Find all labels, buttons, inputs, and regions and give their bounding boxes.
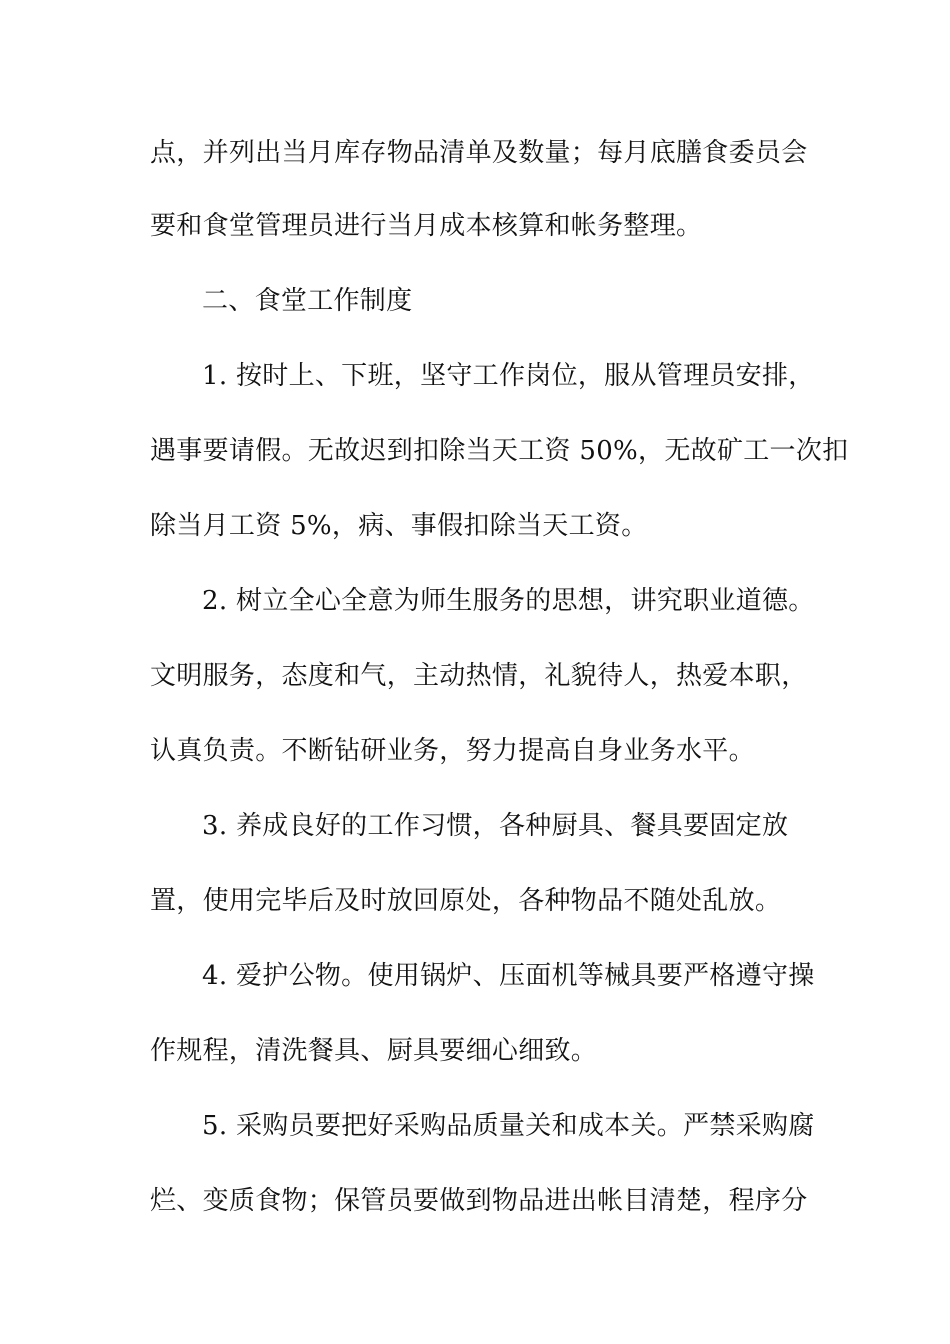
item-2-line-1: 2. 树立全心全意为师生服务的思想，讲究职业道德。 bbox=[202, 586, 815, 616]
item-1-line-2: 遇事要请假。无故迟到扣除当天工资 50%，无故矿工一次扣 bbox=[150, 436, 849, 466]
item-1-line-1: 1. 按时上、下班，坚守工作岗位，服从管理员安排， bbox=[202, 361, 815, 391]
item-2-line-2: 文明服务，态度和气，主动热情，礼貌待人，热爱本职， bbox=[150, 661, 808, 691]
section-heading: 二、食堂工作制度 bbox=[202, 286, 413, 316]
item-5-line-1: 5. 采购员要把好采购品质量关和成本关。严禁采购腐 bbox=[202, 1111, 815, 1141]
text-line-2: 要和食堂管理员进行当月成本核算和帐务整理。 bbox=[150, 211, 703, 241]
item-3-line-2: 置，使用完毕后及时放回原处，各种物品不随处乱放。 bbox=[150, 886, 782, 916]
item-5-line-2: 烂、变质食物；保管员要做到物品进出帐目清楚，程序分 bbox=[150, 1186, 808, 1216]
text-line-1: 点，并列出当月库存物品清单及数量；每月底膳食委员会 bbox=[150, 138, 808, 168]
item-4-line-2: 作规程，清洗餐具、厨具要细心细致。 bbox=[150, 1036, 598, 1066]
item-4-line-1: 4. 爱护公物。使用锅炉、压面机等械具要严格遵守操 bbox=[202, 961, 815, 991]
item-3-line-1: 3. 养成良好的工作习惯，各种厨具、餐具要固定放 bbox=[202, 811, 789, 841]
item-1-line-3: 除当月工资 5%，病、事假扣除当天工资。 bbox=[150, 511, 648, 541]
item-2-line-3: 认真负责。不断钻研业务，努力提高自身业务水平。 bbox=[150, 736, 755, 766]
